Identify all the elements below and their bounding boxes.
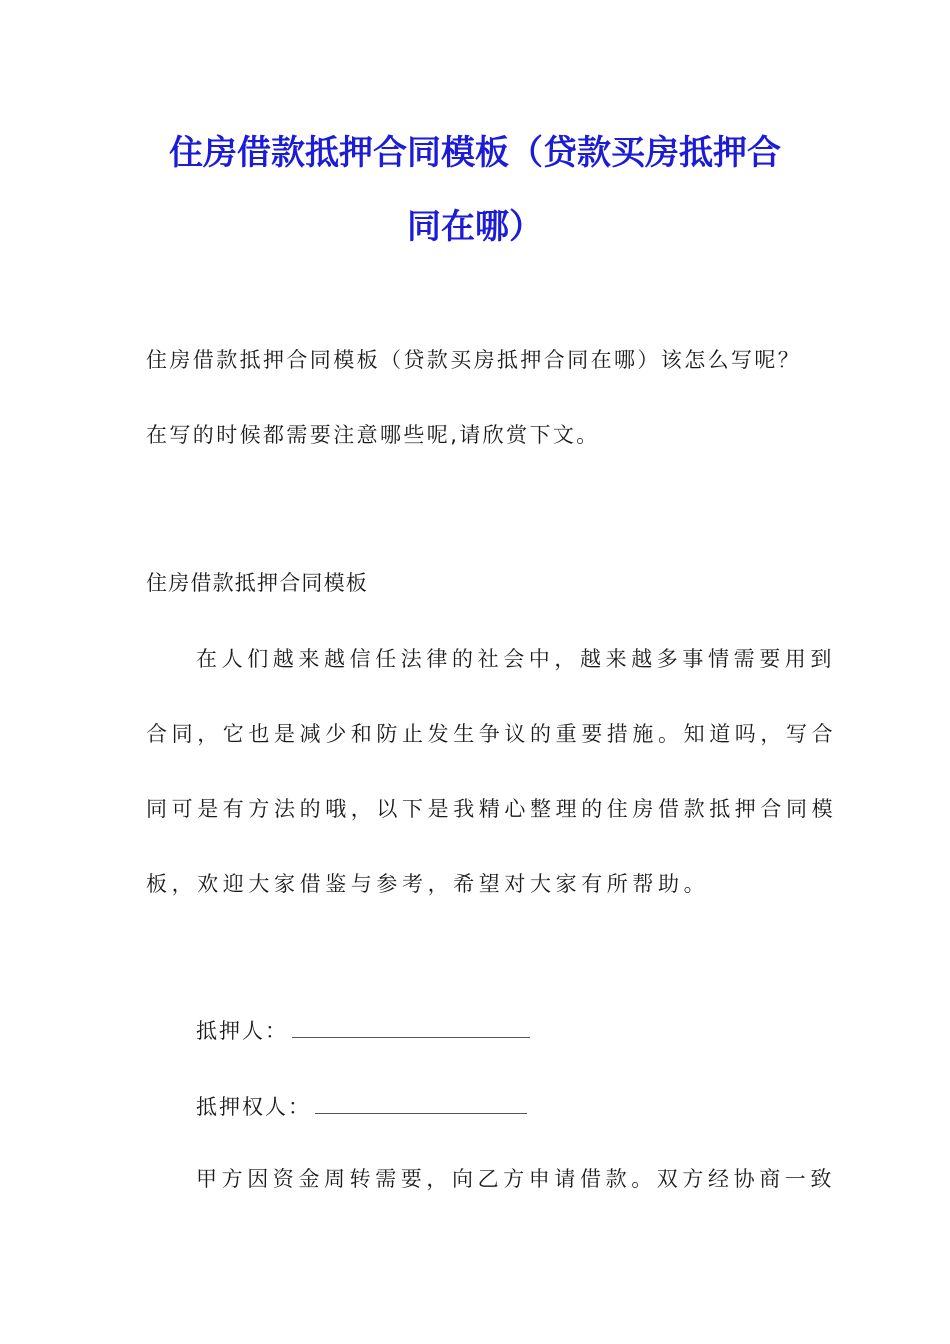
intro-line-1: 住房借款抵押合同模板（贷款买房抵押合同在哪）该怎么写呢？: [146, 348, 802, 372]
paragraph-line-3: 同可是有方法的哦，以下是我精心整理的住房借款抵押合同模: [146, 797, 838, 821]
mortgagor-field: [196, 1016, 530, 1046]
paragraph-line-2: 合同，它也是减少和防止发生争议的重要措施。知道吗，写合: [146, 722, 838, 746]
mortgagee-blank-line: [315, 1097, 527, 1114]
document-title-line-1: 住房借款抵押合同模板（贷款买房抵押合: [169, 133, 781, 173]
paragraph-line-1: 在人们越来越信任法律的社会中，越来越多事情需要用到: [196, 647, 836, 671]
mortgagor-blank-line: [292, 1021, 530, 1038]
mortgagor-label: 抵押人：: [196, 1019, 288, 1043]
body-line-1: 甲方因资金周转需要，向乙方申请借款。双方经协商一致: [196, 1167, 836, 1191]
paragraph-line-4: 板，欢迎大家借鉴与参考，希望对大家有所帮助。: [146, 872, 710, 896]
document-title-line-2: 同在哪）: [407, 207, 543, 247]
section-heading: 住房借款抵押合同模板: [146, 571, 368, 595]
mortgagee-field: [196, 1092, 527, 1122]
mortgagee-label: 抵押权人：: [196, 1095, 311, 1119]
intro-line-2: 在写的时候都需要注意哪些呢,请欣赏下文。: [146, 423, 600, 447]
